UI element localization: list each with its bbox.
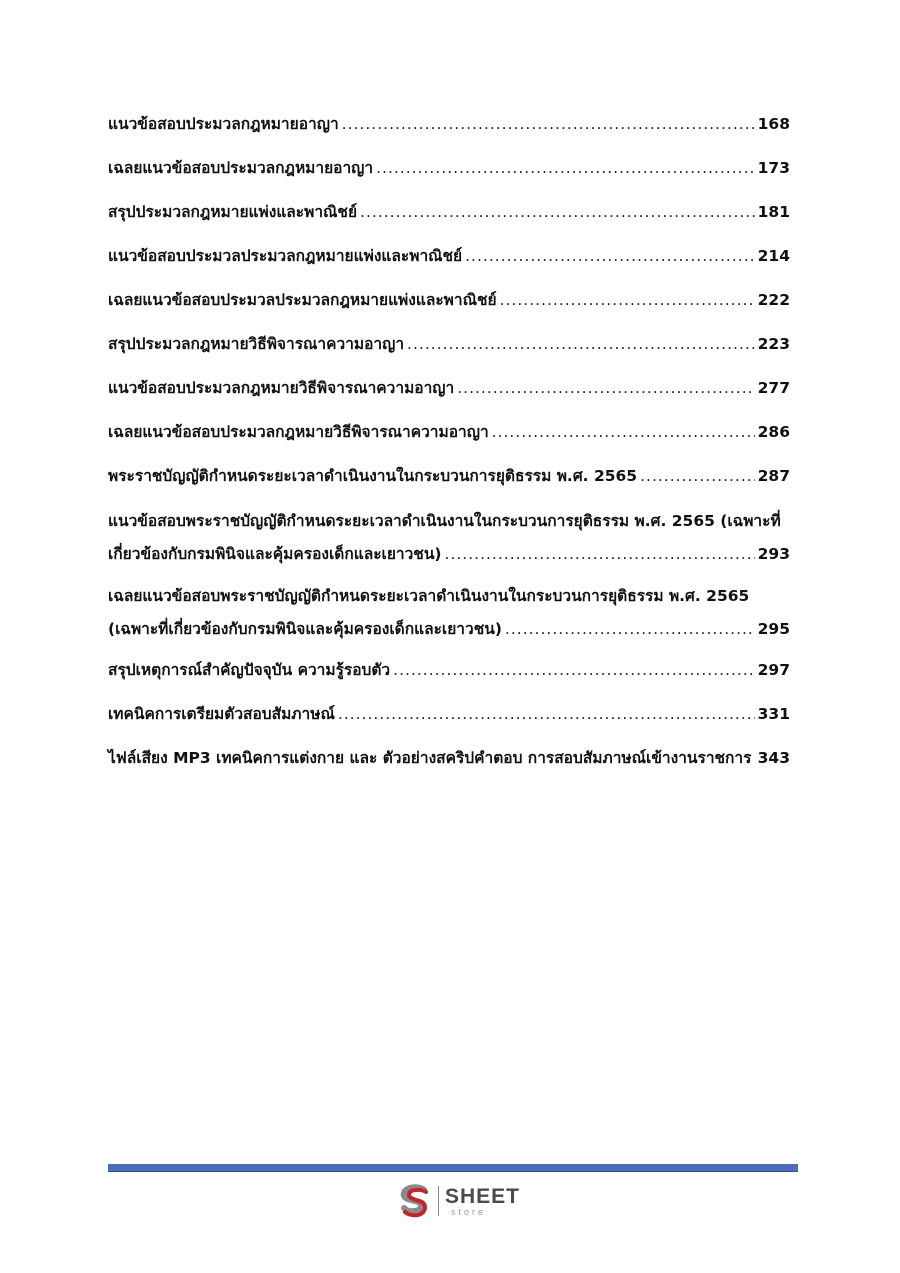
- toc-entry-title: แนวข้อสอบประมวลกฎหมายอาญา: [108, 115, 339, 133]
- toc-entry-title: เทคนิคการเตรียมตัวสอบสัมภาษณ์: [108, 705, 335, 723]
- toc-leader-dots: [457, 372, 754, 404]
- toc-entry[interactable]: [108, 698, 790, 742]
- logo-sub: store: [451, 1206, 487, 1217]
- toc-leader-dots: [465, 240, 755, 272]
- toc-entry-title: สรุปประมวลกฎหมายแพ่งและพาณิชย์: [108, 203, 358, 221]
- toc-entry[interactable]: [108, 196, 790, 240]
- toc-entry-page: 222: [757, 291, 790, 309]
- toc-entry-title: เฉลยแนวข้อสอบประมวลกฎหมายอาญา: [108, 159, 374, 177]
- toc-leader-dots: [640, 460, 755, 492]
- toc-leader-dots: [360, 196, 755, 228]
- toc-leader-dots: [407, 328, 755, 360]
- toc-entry[interactable]: [108, 240, 790, 284]
- s-logo-icon-graphic: [396, 1182, 434, 1220]
- toc-entry-title: เฉลยแนวข้อสอบประมวลประมวลกฎหมายแพ่งและพาณิชย์: [108, 291, 497, 309]
- toc-entry-title: สรุปเหตุการณ์สำคัญปัจจุบัน ความรู้รอบตัว: [108, 661, 391, 679]
- toc-entry-page: 343: [757, 749, 790, 767]
- toc-entry-page: 168: [757, 115, 790, 133]
- toc-entry-page: 286: [757, 423, 790, 441]
- toc-entry[interactable]: [108, 416, 790, 460]
- toc-entry-title: พระราชบัญญัติกำหนดระยะเวลาดำเนินงานในกระบวนการยุติธรรม พ.ศ. 2565: [108, 467, 638, 485]
- toc-entry-page: 277: [757, 379, 790, 397]
- toc-entry-title: เฉลยแนวข้อสอบพระราชบัญญัติกำหนดระยะเวลาดำเนินงานในกระบวนการยุติธรรม พ.ศ. 2565: [108, 587, 750, 605]
- toc-entry[interactable]: [108, 579, 790, 654]
- sheet-store-logo: [396, 1180, 531, 1222]
- toc-leader-dots: [338, 698, 755, 730]
- toc-entry-page: 331: [757, 705, 790, 723]
- toc-leader-dots: [505, 613, 755, 645]
- table-of-contents: [108, 108, 790, 786]
- toc-entry-page: 287: [757, 467, 790, 485]
- toc-entry-title: เฉลยแนวข้อสอบประมวลกฎหมายวิธีพิจารณาความอาญา: [108, 423, 489, 441]
- logo-divider: [438, 1186, 439, 1216]
- toc-entry-page: 181: [757, 203, 790, 221]
- toc-entry[interactable]: [108, 742, 790, 786]
- toc-entry-title-continued: เกี่ยวข้องกับกรมพินิจและคุ้มครองเด็กและเยาวชน): [108, 545, 442, 563]
- toc-entry-title: แนวข้อสอบประมวลประมวลกฎหมายแพ่งและพาณิชย์: [108, 247, 463, 265]
- toc-entry[interactable]: [108, 284, 790, 328]
- toc-entry-page: 223: [757, 335, 790, 353]
- s-logo-icon: [396, 1182, 434, 1220]
- toc-leader-dots: [342, 108, 755, 140]
- logo-brand: SHEET: [445, 1184, 521, 1208]
- toc-entry-title-continued: (เฉพาะที่เกี่ยวข้องกับกรมพินิจและคุ้มครองเด็กและเยาวชน): [108, 620, 502, 638]
- toc-entry-title: ไฟล์เสียง MP3 เทคนิคการแต่งกาย และ ตัวอย่างสคริปคำตอบ การสอบสัมภาษณ์เข้างานราชการ: [108, 749, 752, 767]
- toc-entry-page: 295: [757, 620, 790, 638]
- toc-entry[interactable]: [108, 654, 790, 698]
- toc-entry-page: 173: [757, 159, 790, 177]
- toc-leader-dots: [445, 538, 755, 570]
- footer-rule: [108, 1164, 798, 1172]
- logo-wordmark: [445, 1186, 520, 1217]
- toc-leader-dots: [376, 152, 755, 184]
- toc-entry-title: แนวข้อสอบพระราชบัญญัติกำหนดระยะเวลาดำเนินงานในกระบวนการยุติธรรม พ.ศ. 2565 (เฉพาะที่: [108, 512, 781, 530]
- toc-leader-dots: [393, 654, 755, 686]
- toc-entry[interactable]: [108, 460, 790, 504]
- toc-entry-page: 297: [757, 661, 790, 679]
- toc-entry-title: แนวข้อสอบประมวลกฎหมายวิธีพิจารณาความอาญา: [108, 379, 455, 397]
- toc-entry-page: 214: [757, 247, 790, 265]
- toc-entry[interactable]: [108, 504, 790, 579]
- toc-entry[interactable]: [108, 328, 790, 372]
- toc-entry[interactable]: [108, 372, 790, 416]
- toc-leader-dots: [492, 416, 755, 448]
- toc-leader-dots: [500, 284, 755, 316]
- toc-entry-title: สรุปประมวลกฎหมายวิธีพิจารณาความอาญา: [108, 335, 405, 353]
- toc-entry-page: 293: [757, 545, 790, 563]
- toc-entry[interactable]: [108, 108, 790, 152]
- toc-entry[interactable]: [108, 152, 790, 196]
